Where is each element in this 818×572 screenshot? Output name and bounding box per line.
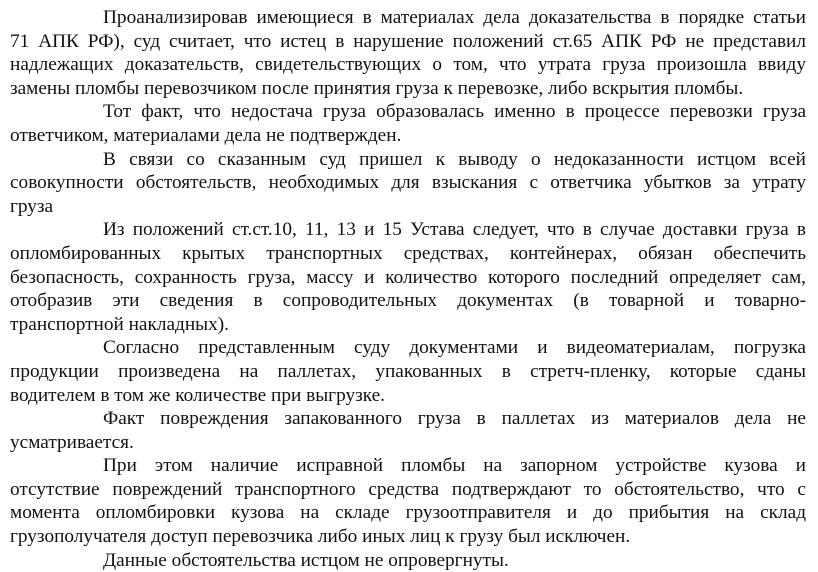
document-body [10,6,806,572]
text-line: усматривается. [10,431,134,453]
text-line: Согласно представленным суду документами и видеоматериалам, погрузка [103,337,806,359]
text-line: Тот факт, что недостача груза образовалась именно в процессе перевозки груза [103,101,806,123]
text-line: безопасность, сохранность груза, массу и количество которого последний определяет сам, [10,266,806,288]
paragraph [10,100,806,147]
text-line: отсутствие повреждений транспортного средства подтверждают то обстоятельство, что с [10,478,806,500]
paragraph [10,6,806,100]
text-line: продукции произведена на паллетах, упакованных в стретч-пленку, которые сданы [10,360,806,382]
text-line: При этом наличие исправной пломбы на запорном устройстве кузова и [103,455,806,477]
paragraph [10,454,806,548]
text-line: надлежащих доказательств, свидетельствующих о том, что утрата груза произошла ввиду [10,54,806,76]
text-line: 71 АПК РФ), суд считает, что истец в нарушение положений ст.65 АПК РФ не представил [10,30,806,52]
text-line: груза [10,195,54,217]
paragraph [10,407,806,454]
text-line: опломбированных крытых транспортных средствах, контейнерах, обязан обеспечить [10,242,806,264]
text-line: транспортной накладных). [10,313,229,335]
text-line: В связи со сказанным суд пришел к выводу о недоказанности истцом всей [103,148,806,170]
text-line: грузополучателя доступ перевозчика либо иных лиц к грузу был исключен. [10,526,631,548]
text-line: водителем в том же количестве при выгрузке. [10,384,385,406]
text-line: отобразив эти сведения в сопроводительных документах (в товарной и товарно- [10,290,806,312]
text-line: замены пломбы перевозчиком после принятия груза к перевозке, либо вскрытия пломбы. [10,77,744,99]
text-line: Из положений ст.ст.10, 11, 13 и 15 Устава следует, что в случае доставки груза в [103,219,806,241]
paragraph [10,148,806,219]
text-line: Проанализировав имеющиеся в материалах дела доказательства в порядке статьи [103,7,806,28]
paragraph [10,218,806,336]
text-line: Данные обстоятельства истцом не опровергнуты. [103,549,509,571]
text-line: ответчиком, материалами дела не подтвержден. [10,124,402,146]
paragraph [10,549,806,572]
text-line: момента опломбировки кузова на складе грузоотправителя и до прибытия на склад [10,502,806,524]
paragraph [10,336,806,407]
text-line: совокупности обстоятельств, необходимых для взыскания с ответчика убытков за утрату [10,172,806,194]
text-line: Факт повреждения запакованного груза в паллетах из материалов дела не [103,408,806,430]
